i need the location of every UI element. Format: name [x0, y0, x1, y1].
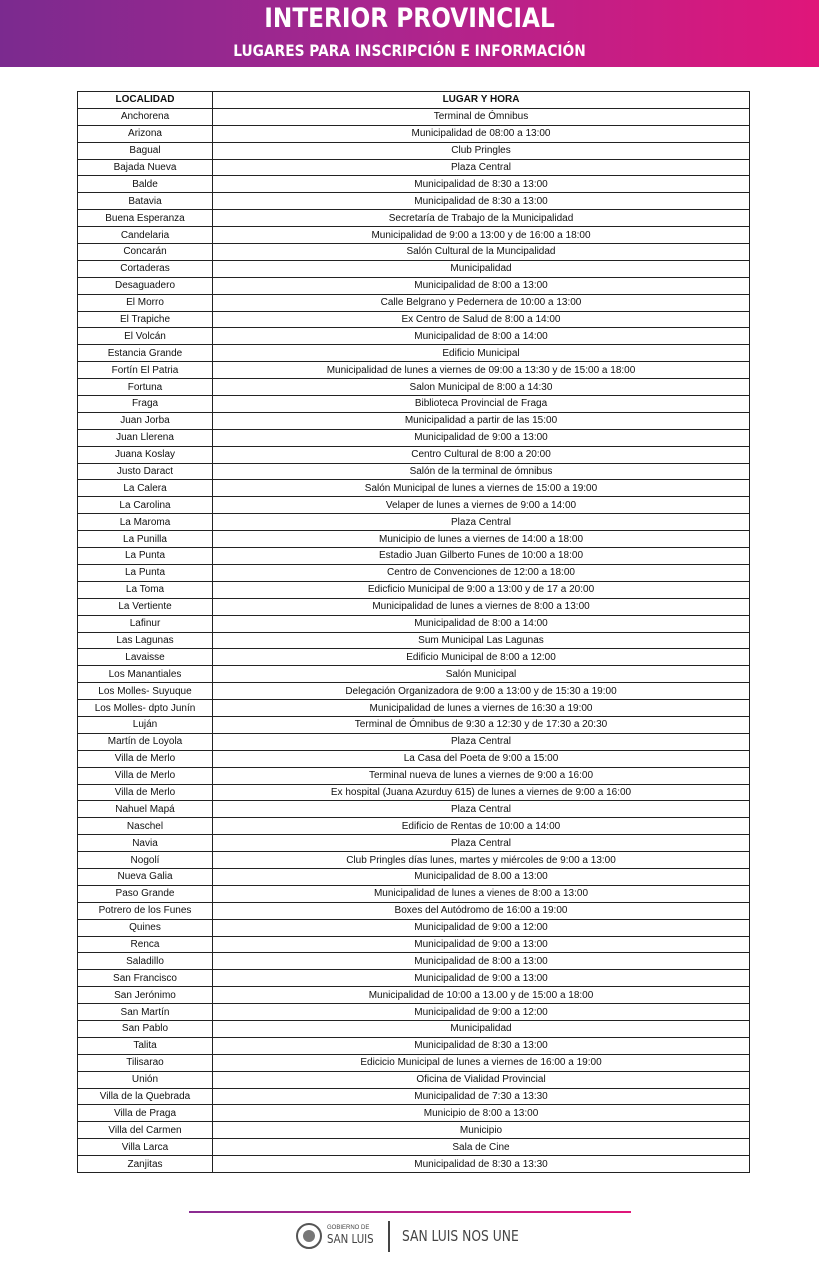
table-row	[78, 700, 750, 717]
localidad-cell: Estancia Grande	[78, 345, 213, 362]
table-row	[78, 260, 750, 277]
localidad-cell: Arizona	[78, 125, 213, 142]
table-row	[78, 784, 750, 801]
localidad-cell: Bajada Nueva	[78, 159, 213, 176]
lugar-hora-cell: Municipalidad de 08:00 a 13:00	[213, 125, 750, 142]
localidad-cell: La Vertiente	[78, 598, 213, 615]
localidad-cell: Fraga	[78, 396, 213, 413]
localidad-cell: Las Lagunas	[78, 632, 213, 649]
lugar-hora-cell: Ex hospital (Juana Azurduy 615) de lunes a viernes de 9:00 a 16:00	[213, 784, 750, 801]
localidad-cell: Los Molles- dpto Junín	[78, 700, 213, 717]
localidad-cell: San Martín	[78, 1004, 213, 1021]
lugar-hora-cell: Ex Centro de Salud de 8:00 a 14:00	[213, 311, 750, 328]
table-row	[78, 1088, 750, 1105]
localidad-cell: Talita	[78, 1037, 213, 1054]
table-row	[78, 311, 750, 328]
lugar-hora-cell: La Casa del Poeta de 9:00 a 15:00	[213, 750, 750, 767]
localidad-cell: El Trapiche	[78, 311, 213, 328]
table-row	[78, 294, 750, 311]
localidad-cell: Villa de Merlo	[78, 784, 213, 801]
localidad-cell: El Morro	[78, 294, 213, 311]
column-header-localidad: LOCALIDAD	[78, 92, 213, 109]
lugar-hora-cell: Club Pringles días lunes, martes y miércoles de 9:00 a 13:00	[213, 852, 750, 869]
lugar-hora-cell: Terminal de Ómnibus	[213, 108, 750, 125]
lugar-hora-cell: Municipalidad de lunes a viernes de 09:00 a 13:30 y de 15:00 a 18:00	[213, 362, 750, 379]
localidad-cell: Zanjitas	[78, 1156, 213, 1173]
lugar-hora-cell: Boxes del Autódromo de 16:00 a 19:00	[213, 902, 750, 919]
localidad-cell: Navia	[78, 835, 213, 852]
lugar-hora-cell: Municipalidad de 9:00 a 12:00	[213, 1004, 750, 1021]
lugar-hora-cell: Municipalidad de 8:00 a 14:00	[213, 615, 750, 632]
lugar-hora-cell: Municipalidad de 8:30 a 13:00	[213, 176, 750, 193]
table-row	[78, 108, 750, 125]
lugar-hora-cell: Municipalidad de 9:00 a 13:00 y de 16:00 a 18:00	[213, 227, 750, 244]
table-row	[78, 328, 750, 345]
localidad-cell: Martín de Loyola	[78, 733, 213, 750]
localidad-cell: Fortín El Patria	[78, 362, 213, 379]
slogan: SAN LUIS NOS UNE	[402, 1227, 519, 1245]
lugar-hora-cell: Club Pringles	[213, 142, 750, 159]
table-row	[78, 801, 750, 818]
lugar-hora-cell: Municipio de lunes a viernes de 14:00 a 18:00	[213, 531, 750, 548]
lugar-hora-cell: Secretaría de Trabajo de la Municipalidad	[213, 210, 750, 227]
gov-label-big: SAN LUIS	[327, 1232, 374, 1246]
table-row	[78, 244, 750, 261]
lugar-hora-cell: Terminal de Ómnibus de 9:30 a 12:30 y de 17:30 a 20:30	[213, 716, 750, 733]
lugar-hora-cell: Municipalidad de 8:00 a 13:00	[213, 953, 750, 970]
lugar-hora-cell: Municipalidad	[213, 1020, 750, 1037]
table-header-row	[78, 92, 750, 109]
table-row	[78, 615, 750, 632]
table-row	[78, 818, 750, 835]
lugar-hora-cell: Salon Municipal de 8:00 a 14:30	[213, 379, 750, 396]
lugar-hora-cell: Edificio de Rentas de 10:00 a 14:00	[213, 818, 750, 835]
lugar-hora-cell: Municipalidad de lunes a viernes de 8:00 a 13:00	[213, 598, 750, 615]
footer-logo	[296, 1221, 526, 1257]
table-row	[78, 835, 750, 852]
localidad-cell: El Volcán	[78, 328, 213, 345]
lugar-hora-cell: Municipalidad de 9:00 a 13:00	[213, 429, 750, 446]
lugar-hora-cell: Municipio de 8:00 a 13:00	[213, 1105, 750, 1122]
localidad-cell: Unión	[78, 1071, 213, 1088]
table-row	[78, 1122, 750, 1139]
lugar-hora-cell: Municipalidad de lunes a viernes de 16:30 a 19:00	[213, 700, 750, 717]
lugar-hora-cell: Velaper de lunes a viernes de 9:00 a 14:00	[213, 497, 750, 514]
table-row	[78, 514, 750, 531]
lugar-hora-cell: Calle Belgrano y Pedernera de 10:00 a 13:00	[213, 294, 750, 311]
lugar-hora-cell: Biblioteca Provincial de Fraga	[213, 396, 750, 413]
localidad-cell: Villa de la Quebrada	[78, 1088, 213, 1105]
table-row	[78, 564, 750, 581]
localidad-cell: Juan Jorba	[78, 412, 213, 429]
lugar-hora-cell: Municipalidad de 10:00 a 13.00 y de 15:00 a 18:00	[213, 987, 750, 1004]
table-row	[78, 868, 750, 885]
lugar-hora-cell: Sala de Cine	[213, 1139, 750, 1156]
localidad-cell: Fortuna	[78, 379, 213, 396]
localidad-cell: Tilisarao	[78, 1054, 213, 1071]
lugar-hora-cell: Centro Cultural de 8:00 a 20:00	[213, 446, 750, 463]
localidad-cell: La Calera	[78, 480, 213, 497]
lugar-hora-cell: Municipalidad de 7:30 a 13:30	[213, 1088, 750, 1105]
table-row	[78, 227, 750, 244]
table-row	[78, 396, 750, 413]
table-row	[78, 970, 750, 987]
lugar-hora-cell: Municipalidad de 8.00 a 13:00	[213, 868, 750, 885]
localidad-cell: Nahuel Mapá	[78, 801, 213, 818]
table-row	[78, 463, 750, 480]
lugar-hora-cell: Salón de la terminal de ómnibus	[213, 463, 750, 480]
table-row	[78, 767, 750, 784]
provincial-seal-icon	[296, 1223, 322, 1249]
localidad-cell: Batavia	[78, 193, 213, 210]
table-row	[78, 852, 750, 869]
localidad-cell: Villa Larca	[78, 1139, 213, 1156]
localidad-cell: San Pablo	[78, 1020, 213, 1037]
table-row	[78, 716, 750, 733]
table-row	[78, 548, 750, 565]
localidad-cell: Nogolí	[78, 852, 213, 869]
lugar-hora-cell: Edificio Municipal de 8:00 a 12:00	[213, 649, 750, 666]
lugar-hora-cell: Municipalidad de 9:00 a 13:00	[213, 970, 750, 987]
lugar-hora-cell: Oficina de Vialidad Provincial	[213, 1071, 750, 1088]
table-row	[78, 632, 750, 649]
localidad-cell: Balde	[78, 176, 213, 193]
lugar-hora-cell: Terminal nueva de lunes a viernes de 9:00 a 16:00	[213, 767, 750, 784]
lugar-hora-cell: Municipalidad de 8:30 a 13:30	[213, 1156, 750, 1173]
table-row	[78, 750, 750, 767]
localidad-cell: Cortaderas	[78, 260, 213, 277]
lugar-hora-cell: Centro de Convenciones de 12:00 a 18:00	[213, 564, 750, 581]
lugar-hora-cell: Delegación Organizadora de 9:00 a 13:00 y de 15:30 a 19:00	[213, 683, 750, 700]
table-row	[78, 429, 750, 446]
table-row	[78, 1054, 750, 1071]
table-row	[78, 159, 750, 176]
lugar-hora-cell: Municipalidad de 8:30 a 13:00	[213, 1037, 750, 1054]
lugar-hora-cell: Estadio Juan Gilberto Funes de 10:00 a 18:00	[213, 548, 750, 565]
table-row	[78, 362, 750, 379]
table-row	[78, 379, 750, 396]
table-row	[78, 953, 750, 970]
table-row	[78, 1105, 750, 1122]
header-banner	[0, 0, 819, 67]
table-row	[78, 1139, 750, 1156]
table-row	[78, 210, 750, 227]
table-row	[78, 1004, 750, 1021]
localidad-cell: Los Molles- Suyuque	[78, 683, 213, 700]
table-row	[78, 531, 750, 548]
column-header-lugar-y-hora: LUGAR Y HORA	[213, 92, 750, 109]
lugar-hora-cell: Plaza Central	[213, 835, 750, 852]
localidad-cell: Villa de Merlo	[78, 767, 213, 784]
table-row	[78, 919, 750, 936]
localidad-cell: Luján	[78, 716, 213, 733]
lugar-hora-cell: Plaza Central	[213, 159, 750, 176]
localidad-cell: Buena Esperanza	[78, 210, 213, 227]
localidad-cell: Desaguadero	[78, 277, 213, 294]
locations-table	[77, 91, 750, 1173]
lugar-hora-cell: Plaza Central	[213, 514, 750, 531]
table-row	[78, 987, 750, 1004]
localidad-cell: Renca	[78, 936, 213, 953]
localidad-cell: Anchorena	[78, 108, 213, 125]
table-row	[78, 142, 750, 159]
localidad-cell: Paso Grande	[78, 885, 213, 902]
localidad-cell: La Punilla	[78, 531, 213, 548]
table-row	[78, 176, 750, 193]
table-body	[78, 108, 750, 1172]
localidad-cell: La Maroma	[78, 514, 213, 531]
localidad-cell: Juan Llerena	[78, 429, 213, 446]
localidad-cell: La Punta	[78, 564, 213, 581]
table-row	[78, 480, 750, 497]
localidad-cell: Concarán	[78, 244, 213, 261]
table-row	[78, 125, 750, 142]
localidad-cell: La Punta	[78, 548, 213, 565]
localidad-cell: Villa de Merlo	[78, 750, 213, 767]
lugar-hora-cell: Municipalidad de 9:00 a 13:00	[213, 936, 750, 953]
page-title: INTERIOR PROVINCIAL	[264, 3, 555, 34]
table-row	[78, 733, 750, 750]
table-row	[78, 581, 750, 598]
localidad-cell: Villa del Carmen	[78, 1122, 213, 1139]
table-row	[78, 1020, 750, 1037]
lugar-hora-cell: Plaza Central	[213, 801, 750, 818]
page-subtitle: LUGARES PARA INSCRIPCIÓN E INFORMACIÓN	[233, 41, 586, 60]
localidad-cell: Potrero de los Funes	[78, 902, 213, 919]
localidad-cell: Naschel	[78, 818, 213, 835]
lugar-hora-cell: Municipalidad de 8:00 a 13:00	[213, 277, 750, 294]
localidad-cell: San Francisco	[78, 970, 213, 987]
table-row	[78, 598, 750, 615]
table-row	[78, 683, 750, 700]
lugar-hora-cell: Edificio Municipal	[213, 345, 750, 362]
localidad-cell: Quines	[78, 919, 213, 936]
localidad-cell: La Toma	[78, 581, 213, 598]
localidad-cell: Candelaria	[78, 227, 213, 244]
lugar-hora-cell: Municipalidad de 9:00 a 12:00	[213, 919, 750, 936]
table-row	[78, 936, 750, 953]
table-row	[78, 497, 750, 514]
localidad-cell: Los Manantiales	[78, 666, 213, 683]
table-row	[78, 1037, 750, 1054]
lugar-hora-cell: Edicficio Municipal de 9:00 a 13:00 y de 17 a 20:00	[213, 581, 750, 598]
table-row	[78, 666, 750, 683]
localidad-cell: Justo Daract	[78, 463, 213, 480]
localidad-cell: San Jerónimo	[78, 987, 213, 1004]
table-row	[78, 345, 750, 362]
localidad-cell: La Carolina	[78, 497, 213, 514]
localidad-cell: Nueva Galia	[78, 868, 213, 885]
table-row	[78, 446, 750, 463]
localidad-cell: Lafinur	[78, 615, 213, 632]
localidad-cell: Bagual	[78, 142, 213, 159]
localidad-cell: Villa de Praga	[78, 1105, 213, 1122]
lugar-hora-cell: Salón Municipal de lunes a viernes de 15:00 a 19:00	[213, 480, 750, 497]
table-row	[78, 649, 750, 666]
table-row	[78, 902, 750, 919]
lugar-hora-cell: Salón Cultural de la Muncipalidad	[213, 244, 750, 261]
lugar-hora-cell: Municipalidad de 8:30 a 13:00	[213, 193, 750, 210]
lugar-hora-cell: Sum Municipal Las Lagunas	[213, 632, 750, 649]
lugar-hora-cell: Municipalidad	[213, 260, 750, 277]
table-row	[78, 885, 750, 902]
lugar-hora-cell: Municipalidad de 8:00 a 14:00	[213, 328, 750, 345]
table-row	[78, 193, 750, 210]
localidad-cell: Lavaisse	[78, 649, 213, 666]
lugar-hora-cell: Plaza Central	[213, 733, 750, 750]
lugar-hora-cell: Salón Municipal	[213, 666, 750, 683]
footer-divider-line	[189, 1211, 631, 1213]
table-row	[78, 1071, 750, 1088]
table-row	[78, 277, 750, 294]
logo-divider	[388, 1221, 390, 1252]
lugar-hora-cell: Municipalidad de lunes a vienes de 8:00 a 13:00	[213, 885, 750, 902]
localidad-cell: Juana Koslay	[78, 446, 213, 463]
table-row	[78, 412, 750, 429]
lugar-hora-cell: Municipio	[213, 1122, 750, 1139]
localidad-cell: Saladillo	[78, 953, 213, 970]
lugar-hora-cell: Edicicio Municipal de lunes a viernes de 16:00 a 19:00	[213, 1054, 750, 1071]
lugar-hora-cell: Municipalidad a partir de las 15:00	[213, 412, 750, 429]
gov-label-small: GOBIERNO DE	[327, 1225, 370, 1231]
table-row	[78, 1156, 750, 1173]
